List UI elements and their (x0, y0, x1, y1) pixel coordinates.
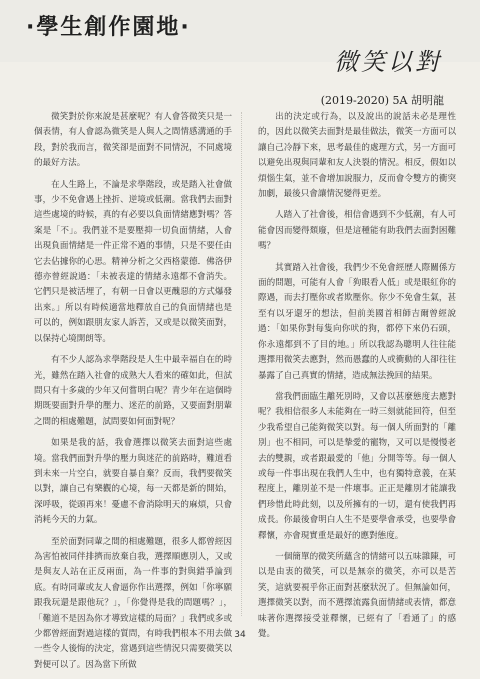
paragraph: 當我們面臨生離死別時，又會以甚麼態度去應對呢？我相信很多人未能夠在一時三刻就能回符，但至少我希望自己能夠微笑以對。每一個人所面對的「離別」也不相同，可以是摯愛的寵物，又可以是慢慢老去的雙親，或者跟最愛的「他」分開等等。每一個人或每一件事出現在我們人生中，也有獨特意義，在某程度上，離別並不是一件壞事。正正是離別才能讓我們珍惜此時此刻，以及所擁有的一切，還有使我們再成長。你最後會明白人生不是要學會承受，也要學會釋懷，亦會現實重是最好的應對態度。 (258, 391, 456, 541)
paragraph: 如果是我的話，我會選擇以微笑去面對這些處境。當我們面對升學的壓力與迷茫的前路時，難道看到未來一片空白，就要自暴自棄？反而，我們要微笑以對，讓自己有樂觀的心境，每一天都是新的開始，深呼吸，從頭再來！憂慮不會消除明天的麻煩，只會消耗今天的力氣。 (34, 438, 232, 526)
paragraph: 有不少人認為求學階段是人生中最幸福自在的時光，雖然在踏入社會的成熟大人看來的確如此，但試問只有十多歲的少年又何嘗明白呢？青少年在這個時期既要面對升學的壓力、迷茫的前路，又要面對朋輩之間的相處難題，試問要如何面對呢？ (34, 355, 232, 427)
section-title: ·學生創作園地· (26, 15, 191, 40)
paragraph: 人踏入了社會後，相信會遇到不少低潮，有人可能會因而變得頹廢，但是這種能有助我們去面對困難嗎？ (258, 210, 456, 252)
column-divider (241, 112, 242, 616)
paragraph: 微笑對於你來說是甚麼呢？有人會答微笑只是一個表情，有人會認為微笑是人與人之間情感溝通的手段，對於我而言，微笑卻是面對不同情況，不同處境的最好方法。 (34, 112, 232, 169)
right-column (258, 110, 456, 648)
paragraph: 其實踏入社會後，我們少不免會經歷人際關係方面的問題，可能有人會「狗眼看人低」或是眼紅你的際遇，而去打壓你或者欺壓你。你少不免會生氣，甚至有以牙還牙的想法，但前美國首相師吉爾曾經說過：「如果你對每隻向你吠的狗，都停下來仍石頭，你永遠都到不了目的地。」所以我認為聰明人往往能選擇用微笑去應對，然而愚蠢的人或衝動的人卻往往暴露了自己真實的情緒，造成無法挽回的結果。 (258, 262, 456, 381)
left-column (34, 110, 232, 679)
article-title: 微笑以對 (334, 48, 442, 76)
page-number: 34 (234, 630, 246, 640)
paragraph: 出的決定或行為，以及說出的說話未必是理性的，因此以微笑去面對是最佳做法，微笑一方面可以讓自己冷靜下來，思考最佳的處理方式，另一方面可以避免出現與同輩和友人決裂的情況。相反，假如以煩惱生氣，並不會增加說服力，反而會令雙方的衝突加劇，最後只會讓情況變得更差。 (258, 112, 456, 200)
paragraph: 一個簡單的微笑所蘊含的情緒可以五味雜陳，可以是由衷的微笑，可以是無奈的微笑，亦可以是苦笑，這就要視乎你正面對甚麼狀況了。但無論如何，選擇微笑以對，而不選擇流露負面情緒或表情，都意味著你選擇接受並釋懷，已經有了「看通了」的感覺。 (258, 551, 456, 639)
author-byline: (2019-2020) 5A 胡明龍 (320, 94, 444, 107)
paragraph: 至於面對同輩之間的相處難題，很多人都曾經因為害怕被同伴排擠而放棄自我，選擇順應別人，又或是與友人站在正反兩面，為一件事的對與錯爭論到底。有時同輩或友人會逼你作出選擇，例如「你寧願跟我玩還是跟他玩？」，「你覺得是我的問題嗎？」，「難道不是因為你才導致這樣的局面？」我們或多或少都曾經面對過這樣的質問，有時我們根本不用去做一些令人後悔的決定，當遇到這些情況只需要微笑以對便可以了。因為當下所做 (34, 536, 232, 670)
paragraph: 在人生路上，不論是求學階段，或是踏入社會做事，少不免會遇上挫折、逆境或低潮。當我們去面對這些處境的時候，真的有必要以負面情緒應對嗎？答案是「不」。我們並不是要壓抑一切負面情緒，人會出現負面情緒是一件正常不過的事情，只是不要任由它去佔據你的心思。精神分析之父西格蒙德．佛洛伊德亦曾經說過：「未被表達的情緒永遠都不會消失。它們只是被活埋了，有朝一日會以更醜惡的方式爆發出來。」所以有時候適當地釋放自己的負面情緒也是可以的，例如跟朋友家人訴苦，又或是以微笑面對，以保持心境開朗等。 (34, 179, 232, 344)
